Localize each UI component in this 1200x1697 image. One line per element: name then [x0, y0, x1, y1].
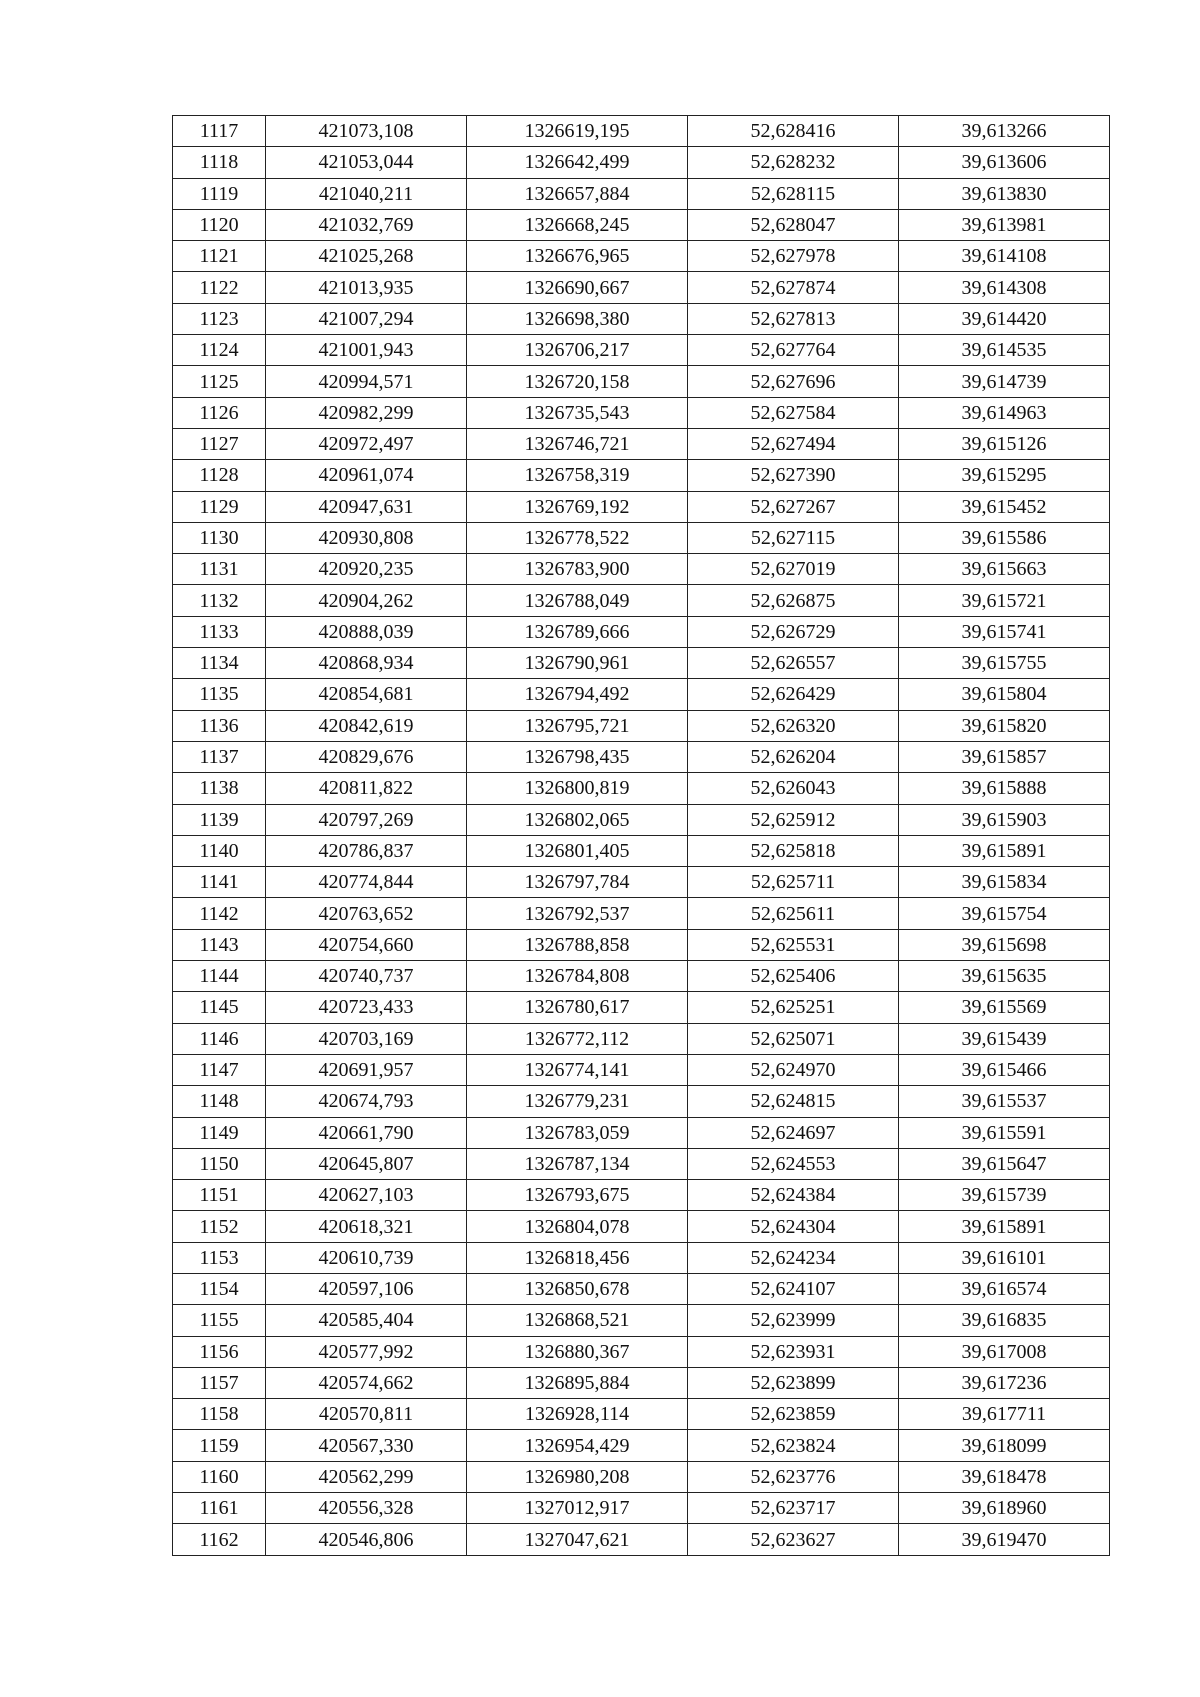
coordinates-table: [172, 115, 1110, 1556]
longitude-cell: 39,615857: [899, 741, 1110, 772]
latitude-cell: 52,628047: [688, 209, 899, 240]
longitude-cell: 39,613830: [899, 178, 1110, 209]
longitude-cell: 39,615295: [899, 460, 1110, 491]
y-coordinate-cell: 1326868,521: [467, 1305, 688, 1336]
longitude-cell: 39,615754: [899, 898, 1110, 929]
table-row: [173, 773, 1110, 804]
x-coordinate-cell: 420740,737: [266, 961, 467, 992]
y-coordinate-cell: 1326793,675: [467, 1180, 688, 1211]
y-coordinate-cell: 1326619,195: [467, 116, 688, 147]
x-coordinate-cell: 420610,739: [266, 1242, 467, 1273]
point-number-cell: 1154: [173, 1273, 266, 1304]
latitude-cell: 52,626557: [688, 648, 899, 679]
longitude-cell: 39,615537: [899, 1086, 1110, 1117]
y-coordinate-cell: 1326698,380: [467, 303, 688, 334]
x-coordinate-cell: 420723,433: [266, 992, 467, 1023]
y-coordinate-cell: 1326657,884: [467, 178, 688, 209]
point-number-cell: 1143: [173, 929, 266, 960]
longitude-cell: 39,615891: [899, 1211, 1110, 1242]
longitude-cell: 39,616101: [899, 1242, 1110, 1273]
x-coordinate-cell: 420904,262: [266, 585, 467, 616]
point-number-cell: 1118: [173, 147, 266, 178]
x-coordinate-cell: 420546,806: [266, 1524, 467, 1555]
latitude-cell: 52,626875: [688, 585, 899, 616]
y-coordinate-cell: 1326778,522: [467, 522, 688, 553]
longitude-cell: 39,615466: [899, 1054, 1110, 1085]
x-coordinate-cell: 420661,790: [266, 1117, 467, 1148]
latitude-cell: 52,627390: [688, 460, 899, 491]
latitude-cell: 52,625251: [688, 992, 899, 1023]
x-coordinate-cell: 420645,807: [266, 1148, 467, 1179]
point-number-cell: 1150: [173, 1148, 266, 1179]
y-coordinate-cell: 1326801,405: [467, 835, 688, 866]
point-number-cell: 1156: [173, 1336, 266, 1367]
latitude-cell: 52,626043: [688, 773, 899, 804]
latitude-cell: 52,625912: [688, 804, 899, 835]
latitude-cell: 52,625071: [688, 1023, 899, 1054]
longitude-cell: 39,615698: [899, 929, 1110, 960]
longitude-cell: 39,615834: [899, 867, 1110, 898]
y-coordinate-cell: 1326850,678: [467, 1273, 688, 1304]
point-number-cell: 1162: [173, 1524, 266, 1555]
table-row: [173, 835, 1110, 866]
x-coordinate-cell: 421073,108: [266, 116, 467, 147]
point-number-cell: 1157: [173, 1367, 266, 1398]
latitude-cell: 52,624697: [688, 1117, 899, 1148]
longitude-cell: 39,615804: [899, 679, 1110, 710]
x-coordinate-cell: 421007,294: [266, 303, 467, 334]
x-coordinate-cell: 420854,681: [266, 679, 467, 710]
longitude-cell: 39,615739: [899, 1180, 1110, 1211]
y-coordinate-cell: 1326706,217: [467, 335, 688, 366]
x-coordinate-cell: 420556,328: [266, 1493, 467, 1524]
x-coordinate-cell: 420577,992: [266, 1336, 467, 1367]
latitude-cell: 52,625406: [688, 961, 899, 992]
longitude-cell: 39,618960: [899, 1493, 1110, 1524]
x-coordinate-cell: 420961,074: [266, 460, 467, 491]
point-number-cell: 1155: [173, 1305, 266, 1336]
x-coordinate-cell: 420763,652: [266, 898, 467, 929]
x-coordinate-cell: 420811,822: [266, 773, 467, 804]
longitude-cell: 39,615888: [899, 773, 1110, 804]
latitude-cell: 52,624304: [688, 1211, 899, 1242]
point-number-cell: 1132: [173, 585, 266, 616]
y-coordinate-cell: 1326928,114: [467, 1399, 688, 1430]
point-number-cell: 1125: [173, 366, 266, 397]
coordinates-table-body: [173, 116, 1110, 1556]
x-coordinate-cell: 420829,676: [266, 741, 467, 772]
latitude-cell: 52,624234: [688, 1242, 899, 1273]
longitude-cell: 39,615755: [899, 648, 1110, 679]
longitude-cell: 39,614108: [899, 241, 1110, 272]
point-number-cell: 1159: [173, 1430, 266, 1461]
y-coordinate-cell: 1326788,049: [467, 585, 688, 616]
point-number-cell: 1144: [173, 961, 266, 992]
y-coordinate-cell: 1326784,808: [467, 961, 688, 992]
table-row: [173, 898, 1110, 929]
latitude-cell: 52,623999: [688, 1305, 899, 1336]
x-coordinate-cell: 421053,044: [266, 147, 467, 178]
table-row: [173, 648, 1110, 679]
y-coordinate-cell: 1326797,784: [467, 867, 688, 898]
y-coordinate-cell: 1326800,819: [467, 773, 688, 804]
point-number-cell: 1134: [173, 648, 266, 679]
table-row: [173, 1399, 1110, 1430]
table-row: [173, 366, 1110, 397]
x-coordinate-cell: 420786,837: [266, 835, 467, 866]
latitude-cell: 52,627019: [688, 554, 899, 585]
x-coordinate-cell: 421032,769: [266, 209, 467, 240]
latitude-cell: 52,626320: [688, 710, 899, 741]
longitude-cell: 39,615903: [899, 804, 1110, 835]
x-coordinate-cell: 421001,943: [266, 335, 467, 366]
table-row: [173, 460, 1110, 491]
y-coordinate-cell: 1326772,112: [467, 1023, 688, 1054]
point-number-cell: 1160: [173, 1461, 266, 1492]
latitude-cell: 52,623859: [688, 1399, 899, 1430]
y-coordinate-cell: 1326642,499: [467, 147, 688, 178]
latitude-cell: 52,624107: [688, 1273, 899, 1304]
longitude-cell: 39,616835: [899, 1305, 1110, 1336]
latitude-cell: 52,627115: [688, 522, 899, 553]
table-row: [173, 616, 1110, 647]
table-row: [173, 1180, 1110, 1211]
x-coordinate-cell: 420868,934: [266, 648, 467, 679]
x-coordinate-cell: 421025,268: [266, 241, 467, 272]
latitude-cell: 52,627696: [688, 366, 899, 397]
point-number-cell: 1136: [173, 710, 266, 741]
x-coordinate-cell: 420574,662: [266, 1367, 467, 1398]
point-number-cell: 1122: [173, 272, 266, 303]
latitude-cell: 52,624384: [688, 1180, 899, 1211]
latitude-cell: 52,625611: [688, 898, 899, 929]
point-number-cell: 1149: [173, 1117, 266, 1148]
table-row: [173, 741, 1110, 772]
latitude-cell: 52,627764: [688, 335, 899, 366]
point-number-cell: 1148: [173, 1086, 266, 1117]
longitude-cell: 39,613981: [899, 209, 1110, 240]
point-number-cell: 1146: [173, 1023, 266, 1054]
table-row: [173, 867, 1110, 898]
latitude-cell: 52,627267: [688, 491, 899, 522]
table-row: [173, 522, 1110, 553]
latitude-cell: 52,623627: [688, 1524, 899, 1555]
point-number-cell: 1161: [173, 1493, 266, 1524]
latitude-cell: 52,624553: [688, 1148, 899, 1179]
y-coordinate-cell: 1326795,721: [467, 710, 688, 741]
latitude-cell: 52,627813: [688, 303, 899, 334]
latitude-cell: 52,623931: [688, 1336, 899, 1367]
longitude-cell: 39,613266: [899, 116, 1110, 147]
y-coordinate-cell: 1326787,134: [467, 1148, 688, 1179]
x-coordinate-cell: 420597,106: [266, 1273, 467, 1304]
table-row: [173, 710, 1110, 741]
y-coordinate-cell: 1326954,429: [467, 1430, 688, 1461]
longitude-cell: 39,615126: [899, 428, 1110, 459]
table-row: [173, 1461, 1110, 1492]
y-coordinate-cell: 1326780,617: [467, 992, 688, 1023]
table-row: [173, 961, 1110, 992]
point-number-cell: 1138: [173, 773, 266, 804]
longitude-cell: 39,615820: [899, 710, 1110, 741]
x-coordinate-cell: 420627,103: [266, 1180, 467, 1211]
x-coordinate-cell: 420585,404: [266, 1305, 467, 1336]
x-coordinate-cell: 420703,169: [266, 1023, 467, 1054]
table-row: [173, 209, 1110, 240]
latitude-cell: 52,625818: [688, 835, 899, 866]
table-row: [173, 272, 1110, 303]
longitude-cell: 39,614308: [899, 272, 1110, 303]
y-coordinate-cell: 1326880,367: [467, 1336, 688, 1367]
y-coordinate-cell: 1326783,900: [467, 554, 688, 585]
table-row: [173, 1148, 1110, 1179]
x-coordinate-cell: 420842,619: [266, 710, 467, 741]
longitude-cell: 39,615591: [899, 1117, 1110, 1148]
latitude-cell: 52,623824: [688, 1430, 899, 1461]
latitude-cell: 52,627874: [688, 272, 899, 303]
latitude-cell: 52,623899: [688, 1367, 899, 1398]
x-coordinate-cell: 420797,269: [266, 804, 467, 835]
point-number-cell: 1128: [173, 460, 266, 491]
point-number-cell: 1140: [173, 835, 266, 866]
longitude-cell: 39,614535: [899, 335, 1110, 366]
longitude-cell: 39,615569: [899, 992, 1110, 1023]
point-number-cell: 1130: [173, 522, 266, 553]
longitude-cell: 39,615586: [899, 522, 1110, 553]
point-number-cell: 1147: [173, 1054, 266, 1085]
point-number-cell: 1133: [173, 616, 266, 647]
table-row: [173, 1493, 1110, 1524]
y-coordinate-cell: 1326769,192: [467, 491, 688, 522]
x-coordinate-cell: 420930,808: [266, 522, 467, 553]
longitude-cell: 39,616574: [899, 1273, 1110, 1304]
point-number-cell: 1131: [173, 554, 266, 585]
table-row: [173, 1430, 1110, 1461]
table-row: [173, 1242, 1110, 1273]
y-coordinate-cell: 1326790,961: [467, 648, 688, 679]
x-coordinate-cell: 421013,935: [266, 272, 467, 303]
table-row: [173, 554, 1110, 585]
x-coordinate-cell: 420691,957: [266, 1054, 467, 1085]
y-coordinate-cell: 1326818,456: [467, 1242, 688, 1273]
table-row: [173, 1367, 1110, 1398]
y-coordinate-cell: 1326794,492: [467, 679, 688, 710]
y-coordinate-cell: 1326804,078: [467, 1211, 688, 1242]
latitude-cell: 52,624970: [688, 1054, 899, 1085]
y-coordinate-cell: 1326720,158: [467, 366, 688, 397]
point-number-cell: 1124: [173, 335, 266, 366]
y-coordinate-cell: 1326668,245: [467, 209, 688, 240]
y-coordinate-cell: 1326980,208: [467, 1461, 688, 1492]
longitude-cell: 39,617236: [899, 1367, 1110, 1398]
longitude-cell: 39,618099: [899, 1430, 1110, 1461]
point-number-cell: 1123: [173, 303, 266, 334]
longitude-cell: 39,613606: [899, 147, 1110, 178]
y-coordinate-cell: 1327012,917: [467, 1493, 688, 1524]
point-number-cell: 1127: [173, 428, 266, 459]
table-row: [173, 992, 1110, 1023]
latitude-cell: 52,625531: [688, 929, 899, 960]
x-coordinate-cell: 420774,844: [266, 867, 467, 898]
longitude-cell: 39,614963: [899, 397, 1110, 428]
table-row: [173, 397, 1110, 428]
x-coordinate-cell: 420888,039: [266, 616, 467, 647]
point-number-cell: 1120: [173, 209, 266, 240]
longitude-cell: 39,617711: [899, 1399, 1110, 1430]
table-row: [173, 1086, 1110, 1117]
table-row: [173, 1336, 1110, 1367]
latitude-cell: 52,625711: [688, 867, 899, 898]
y-coordinate-cell: 1326735,543: [467, 397, 688, 428]
table-row: [173, 303, 1110, 334]
latitude-cell: 52,628115: [688, 178, 899, 209]
x-coordinate-cell: 420972,497: [266, 428, 467, 459]
table-row: [173, 116, 1110, 147]
longitude-cell: 39,614420: [899, 303, 1110, 334]
longitude-cell: 39,619470: [899, 1524, 1110, 1555]
y-coordinate-cell: 1326792,537: [467, 898, 688, 929]
x-coordinate-cell: 420570,811: [266, 1399, 467, 1430]
point-number-cell: 1121: [173, 241, 266, 272]
point-number-cell: 1126: [173, 397, 266, 428]
y-coordinate-cell: 1326783,059: [467, 1117, 688, 1148]
latitude-cell: 52,627494: [688, 428, 899, 459]
table-row: [173, 804, 1110, 835]
longitude-cell: 39,614739: [899, 366, 1110, 397]
longitude-cell: 39,618478: [899, 1461, 1110, 1492]
latitude-cell: 52,627978: [688, 241, 899, 272]
x-coordinate-cell: 420674,793: [266, 1086, 467, 1117]
table-row: [173, 178, 1110, 209]
longitude-cell: 39,617008: [899, 1336, 1110, 1367]
longitude-cell: 39,615721: [899, 585, 1110, 616]
latitude-cell: 52,626429: [688, 679, 899, 710]
x-coordinate-cell: 420994,571: [266, 366, 467, 397]
table-row: [173, 335, 1110, 366]
latitude-cell: 52,627584: [688, 397, 899, 428]
table-row: [173, 491, 1110, 522]
point-number-cell: 1151: [173, 1180, 266, 1211]
point-number-cell: 1145: [173, 992, 266, 1023]
table-row: [173, 428, 1110, 459]
y-coordinate-cell: 1326676,965: [467, 241, 688, 272]
y-coordinate-cell: 1326746,721: [467, 428, 688, 459]
y-coordinate-cell: 1326789,666: [467, 616, 688, 647]
table-row: [173, 1023, 1110, 1054]
y-coordinate-cell: 1326798,435: [467, 741, 688, 772]
table-row: [173, 1524, 1110, 1555]
point-number-cell: 1135: [173, 679, 266, 710]
y-coordinate-cell: 1326802,065: [467, 804, 688, 835]
point-number-cell: 1139: [173, 804, 266, 835]
x-coordinate-cell: 420947,631: [266, 491, 467, 522]
latitude-cell: 52,624815: [688, 1086, 899, 1117]
y-coordinate-cell: 1326788,858: [467, 929, 688, 960]
point-number-cell: 1117: [173, 116, 266, 147]
longitude-cell: 39,615741: [899, 616, 1110, 647]
table-row: [173, 1273, 1110, 1304]
longitude-cell: 39,615439: [899, 1023, 1110, 1054]
x-coordinate-cell: 421040,211: [266, 178, 467, 209]
latitude-cell: 52,626729: [688, 616, 899, 647]
longitude-cell: 39,615452: [899, 491, 1110, 522]
table-row: [173, 679, 1110, 710]
point-number-cell: 1141: [173, 867, 266, 898]
point-number-cell: 1142: [173, 898, 266, 929]
latitude-cell: 52,628232: [688, 147, 899, 178]
longitude-cell: 39,615635: [899, 961, 1110, 992]
latitude-cell: 52,623776: [688, 1461, 899, 1492]
point-number-cell: 1153: [173, 1242, 266, 1273]
y-coordinate-cell: 1327047,621: [467, 1524, 688, 1555]
latitude-cell: 52,626204: [688, 741, 899, 772]
table-row: [173, 1305, 1110, 1336]
point-number-cell: 1137: [173, 741, 266, 772]
table-row: [173, 929, 1110, 960]
table-row: [173, 1054, 1110, 1085]
x-coordinate-cell: 420920,235: [266, 554, 467, 585]
y-coordinate-cell: 1326779,231: [467, 1086, 688, 1117]
y-coordinate-cell: 1326690,667: [467, 272, 688, 303]
y-coordinate-cell: 1326895,884: [467, 1367, 688, 1398]
y-coordinate-cell: 1326774,141: [467, 1054, 688, 1085]
point-number-cell: 1119: [173, 178, 266, 209]
table-row: [173, 1211, 1110, 1242]
x-coordinate-cell: 420562,299: [266, 1461, 467, 1492]
longitude-cell: 39,615891: [899, 835, 1110, 866]
latitude-cell: 52,623717: [688, 1493, 899, 1524]
x-coordinate-cell: 420567,330: [266, 1430, 467, 1461]
point-number-cell: 1129: [173, 491, 266, 522]
latitude-cell: 52,628416: [688, 116, 899, 147]
table-row: [173, 147, 1110, 178]
x-coordinate-cell: 420754,660: [266, 929, 467, 960]
x-coordinate-cell: 420982,299: [266, 397, 467, 428]
table-row: [173, 241, 1110, 272]
longitude-cell: 39,615663: [899, 554, 1110, 585]
point-number-cell: 1152: [173, 1211, 266, 1242]
table-row: [173, 1117, 1110, 1148]
x-coordinate-cell: 420618,321: [266, 1211, 467, 1242]
table-row: [173, 585, 1110, 616]
point-number-cell: 1158: [173, 1399, 266, 1430]
longitude-cell: 39,615647: [899, 1148, 1110, 1179]
y-coordinate-cell: 1326758,319: [467, 460, 688, 491]
